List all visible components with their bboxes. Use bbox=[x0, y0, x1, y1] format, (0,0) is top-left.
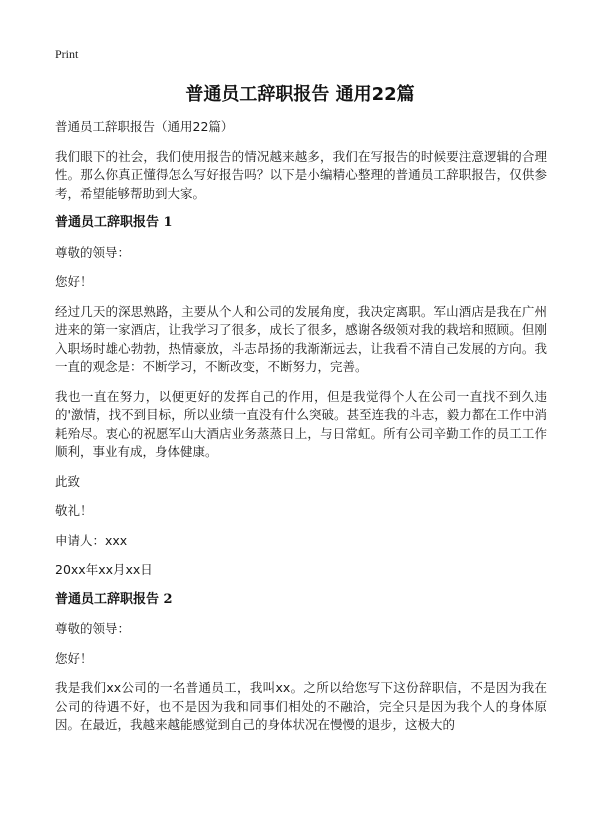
document-subtitle: 普通员工辞职报告（通用22篇） bbox=[55, 119, 234, 134]
greeting: 您好！ bbox=[55, 274, 93, 289]
date-line: 20xx年xx月xx日 bbox=[55, 562, 153, 577]
greeting: 您好！ bbox=[55, 650, 93, 666]
print-label: Print bbox=[55, 47, 79, 61]
intro-paragraph: 我们眼下的社会，我们使用报告的情况越来越多，我们在写报告的时候要注意逻辑的合理性。那么你真正懂得怎么写好报告吗？以下是小编精心整理的普通员工辞职报告，仅供参考，希望能够帮助到大家。 bbox=[55, 148, 547, 201]
document-title: 普通员工辞职报告 通用22篇 bbox=[185, 84, 415, 105]
applicant-line: 申请人：xxx bbox=[55, 532, 128, 548]
closing-line: 此致 bbox=[55, 473, 81, 489]
closing-line: 敬礼！ bbox=[55, 503, 93, 518]
section-heading-2: 普通员工辞职报告 2 bbox=[55, 591, 173, 607]
body-paragraph: 我也一直在努力，以便更好的发挥自己的作用，但是我觉得个人在公司一直找不到久违的'激情，找不到目标，所以业绩一直没有什么突破。甚至连我的斗志，毅力都在工作中消耗殆尽。衷心的祝愿军山大酒店业务蒸蒸日上，与日常虹。所有公司辛勤工作的员工工作顺利，事业有成，身体健康。 bbox=[55, 388, 547, 459]
body-paragraph: 经过几天的深思熟路，主要从个人和公司的发展角度，我决定离职。军山酒店是我在广州进来的第一家酒店，让我学习了很多，成长了很多，感谢各级领对我的栽培和照顾。但刚入职场时雄心勃勃，热情豪放，斗志昂扬的我渐渐远去，让我看不清自己发展的方向。我一直的观念是：不断学习，不断改变，不断努力，完善。 bbox=[55, 303, 547, 374]
document-body bbox=[55, 118, 547, 746]
salutation: 尊敬的领导： bbox=[55, 244, 131, 260]
body-paragraph: 我是我们xx公司的一名普通员工，我叫xx。之所以给您写下这份辞职信，不是因为我在公司的待遇不好，也不是因为我和同事们相处的不融洽，完全只是因为我个人的身体原因。在最近，我越来越能感觉到自己的身体状况在慢慢的退步，这极大的 bbox=[55, 680, 547, 732]
section-heading-1: 普通员工辞职报告 1 bbox=[55, 215, 173, 230]
salutation: 尊敬的领导： bbox=[55, 621, 131, 636]
